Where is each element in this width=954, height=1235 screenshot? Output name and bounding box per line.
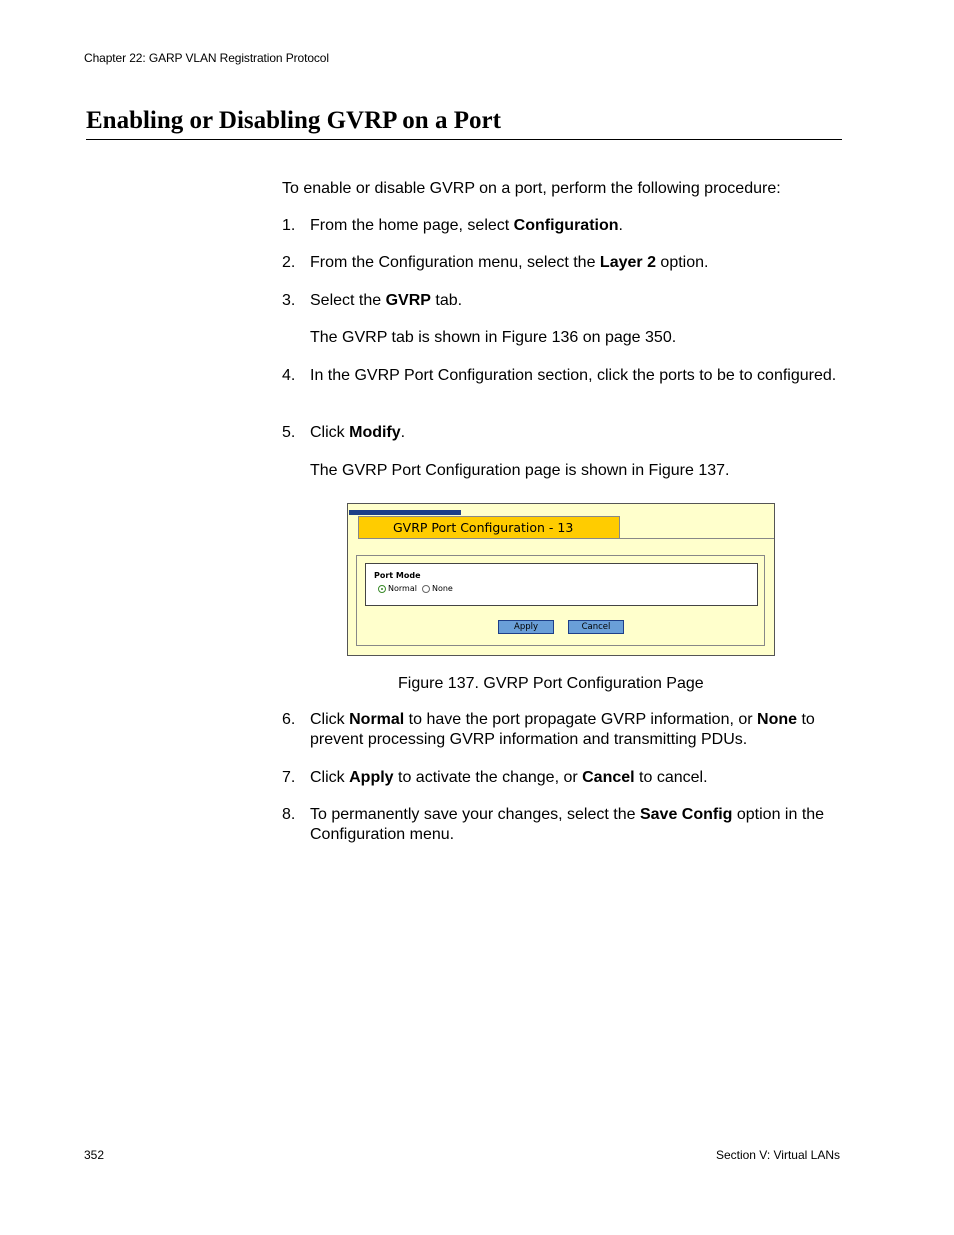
step-text: To permanently save your changes, select the Save Config option in the Configuration menu.	[310, 806, 825, 843]
radio-normal[interactable]	[378, 585, 386, 593]
figure-top-bar	[349, 510, 461, 515]
cancel-button[interactable]: Cancel	[568, 620, 624, 634]
step-number: 4.	[282, 367, 296, 384]
step-text: Click Modify.	[310, 424, 406, 441]
radio-none-label: None	[431, 584, 453, 593]
gvrp-port-config-figure	[347, 503, 775, 656]
tab-gvrp-port-configuration[interactable]: GVRP Port Configuration - 13	[358, 516, 620, 539]
config-panel	[356, 555, 765, 646]
apply-button[interactable]: Apply	[498, 620, 554, 634]
radio-normal-label: Normal	[388, 584, 417, 593]
step-text: Click Apply to activate the change, or Cancel to cancel.	[310, 769, 708, 786]
port-mode-legend: Port Mode	[374, 571, 421, 580]
step-number: 1.	[282, 217, 296, 234]
step-text: From the Configuration menu, select the Layer 2 option.	[310, 254, 709, 271]
note-figure-137: The GVRP Port Configuration page is shown in Figure 137.	[310, 462, 730, 479]
chapter-header: Chapter 22: GARP VLAN Registration Protocol	[84, 51, 329, 65]
step-number: 6.	[282, 711, 296, 728]
step-number: 8.	[282, 806, 296, 823]
port-mode-group	[365, 563, 758, 606]
step-number: 3.	[282, 292, 296, 309]
note-figure-136: The GVRP tab is shown in Figure 136 on page 350.	[310, 329, 677, 346]
step-text: Select the GVRP tab.	[310, 292, 463, 309]
step-text: From the home page, select Configuration.	[310, 217, 623, 234]
radio-none[interactable]	[422, 585, 430, 593]
step-number: 2.	[282, 254, 296, 271]
tab-divider	[620, 538, 774, 539]
step-text: Click Normal to have the port propagate GVRP information, or None to prevent processing GVRP information and transmitting PDUs.	[310, 711, 815, 748]
port-mode-options	[378, 584, 458, 593]
step-number: 5.	[282, 424, 296, 441]
step-number: 7.	[282, 769, 296, 786]
figure-caption: Figure 137. GVRP Port Configuration Page	[398, 675, 704, 692]
section-title: Enabling or Disabling GVRP on a Port	[86, 106, 842, 140]
intro-paragraph: To enable or disable GVRP on a port, perform the following procedure:	[282, 180, 781, 197]
step-text: In the GVRP Port Configuration section, click the ports to be to configured.	[310, 367, 837, 384]
page-number: 352	[84, 1148, 105, 1162]
section-footer: Section V: Virtual LANs	[715, 1148, 840, 1162]
